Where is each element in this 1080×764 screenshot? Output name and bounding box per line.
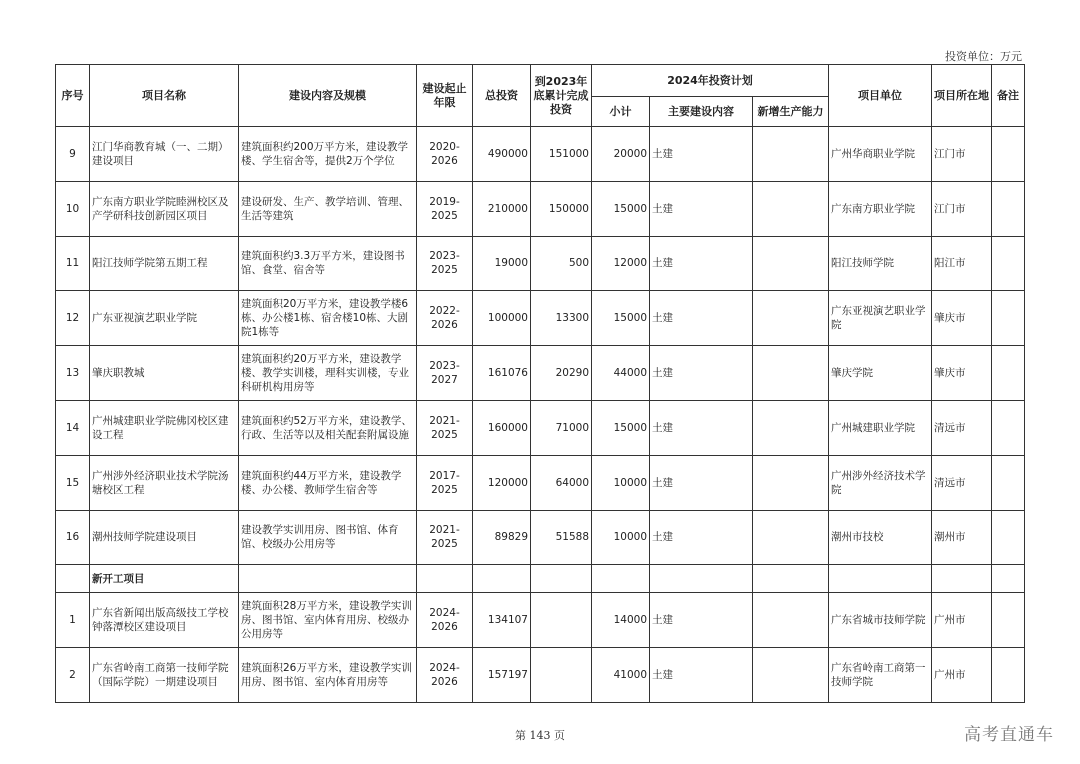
cell-remark xyxy=(992,648,1025,703)
cell-total: 120000 xyxy=(473,455,531,510)
cell-capacity xyxy=(753,346,829,401)
cell-unit: 潮州市技校 xyxy=(829,510,932,565)
cell-seq: 16 xyxy=(56,510,90,565)
cell-subtotal: 10000 xyxy=(592,455,650,510)
section-empty-cell xyxy=(592,565,650,593)
cell-period: 2017-2025 xyxy=(417,455,473,510)
cell-content: 建筑面积约200万平方米，建设教学楼、学生宿舍等，提供2万个学位 xyxy=(239,127,417,182)
cell-period: 2024-2026 xyxy=(417,593,473,648)
header-location: 项目所在地 xyxy=(932,65,992,127)
header-plan: 2024年投资计划 xyxy=(592,65,829,97)
cell-remark xyxy=(992,127,1025,182)
cell-period: 2020-2026 xyxy=(417,127,473,182)
section-empty-cell xyxy=(650,565,753,593)
cell-done: 51588 xyxy=(531,510,592,565)
section-empty-cell xyxy=(829,565,932,593)
cell-subtotal: 15000 xyxy=(592,181,650,236)
cell-remark xyxy=(992,593,1025,648)
section-empty-cell xyxy=(992,565,1025,593)
header-period: 建设起止年限 xyxy=(417,65,473,127)
cell-name: 阳江技师学院第五期工程 xyxy=(90,236,239,291)
cell-unit: 广东省岭南工商第一技师学院 xyxy=(829,648,932,703)
cell-period: 2023-2027 xyxy=(417,346,473,401)
header-capacity: 新增生产能力 xyxy=(753,97,829,127)
table-body xyxy=(56,127,1025,703)
cell-unit: 广州城建职业学院 xyxy=(829,400,932,455)
cell-remark xyxy=(992,181,1025,236)
cell-capacity xyxy=(753,236,829,291)
cell-done: 151000 xyxy=(531,127,592,182)
cell-main: 土建 xyxy=(650,455,753,510)
cell-name: 广东亚视演艺职业学院 xyxy=(90,291,239,346)
header-row-1 xyxy=(56,65,1025,97)
table-row xyxy=(56,648,1025,703)
header-content: 建设内容及规模 xyxy=(239,65,417,127)
cell-location: 广州市 xyxy=(932,648,992,703)
cell-main: 土建 xyxy=(650,510,753,565)
cell-total: 19000 xyxy=(473,236,531,291)
cell-name: 广州涉外经济职业技术学院汤塘校区工程 xyxy=(90,455,239,510)
cell-period: 2022-2026 xyxy=(417,291,473,346)
cell-done: 64000 xyxy=(531,455,592,510)
cell-main: 土建 xyxy=(650,181,753,236)
watermark: 高考直通车 xyxy=(964,725,1054,745)
cell-done xyxy=(531,648,592,703)
project-table xyxy=(55,64,1025,703)
cell-location: 阳江市 xyxy=(932,236,992,291)
cell-location: 江门市 xyxy=(932,181,992,236)
cell-total: 134107 xyxy=(473,593,531,648)
cell-name: 广东省岭南工商第一技师学院（国际学院）一期建设项目 xyxy=(90,648,239,703)
section-empty-cell xyxy=(932,565,992,593)
header-name: 项目名称 xyxy=(90,65,239,127)
cell-name: 潮州技师学院建设项目 xyxy=(90,510,239,565)
cell-unit: 阳江技师学院 xyxy=(829,236,932,291)
cell-remark xyxy=(992,455,1025,510)
cell-done: 71000 xyxy=(531,400,592,455)
cell-done: 20290 xyxy=(531,346,592,401)
cell-unit: 肇庆学院 xyxy=(829,346,932,401)
cell-location: 清远市 xyxy=(932,455,992,510)
cell-location: 广州市 xyxy=(932,593,992,648)
cell-remark xyxy=(992,236,1025,291)
section-row xyxy=(56,565,1025,593)
cell-location: 肇庆市 xyxy=(932,291,992,346)
cell-done: 13300 xyxy=(531,291,592,346)
cell-unit: 广东南方职业学院 xyxy=(829,181,932,236)
cell-remark xyxy=(992,291,1025,346)
cell-location: 潮州市 xyxy=(932,510,992,565)
cell-main: 土建 xyxy=(650,291,753,346)
cell-total: 160000 xyxy=(473,400,531,455)
cell-location: 清远市 xyxy=(932,400,992,455)
header-total: 总投资 xyxy=(473,65,531,127)
cell-location: 肇庆市 xyxy=(932,346,992,401)
cell-unit: 广州华商职业学院 xyxy=(829,127,932,182)
cell-content: 建筑面积20万平方米，建设教学楼6栋、办公楼1栋、宿舍楼10栋、大剧院1栋等 xyxy=(239,291,417,346)
section-empty-cell xyxy=(753,565,829,593)
cell-subtotal: 14000 xyxy=(592,593,650,648)
cell-capacity xyxy=(753,455,829,510)
header-subtotal: 小计 xyxy=(592,97,650,127)
cell-done xyxy=(531,593,592,648)
cell-main: 土建 xyxy=(650,127,753,182)
cell-content: 建筑面积26万平方米，建设教学实训用房、图书馆、室内体育用房等 xyxy=(239,648,417,703)
page-number: 第 143 页 xyxy=(515,729,565,742)
cell-seq: 11 xyxy=(56,236,90,291)
table-row xyxy=(56,593,1025,648)
cell-capacity xyxy=(753,400,829,455)
cell-period: 2021-2025 xyxy=(417,510,473,565)
cell-period: 2021-2025 xyxy=(417,400,473,455)
cell-unit: 广东省城市技师学院 xyxy=(829,593,932,648)
cell-content: 建筑面积约20万平方米，建设教学楼、教学实训楼，理科实训楼，专业科研机构用房等 xyxy=(239,346,417,401)
cell-name: 广东南方职业学院睦洲校区及产学研科技创新园区项目 xyxy=(90,181,239,236)
table-row xyxy=(56,127,1025,182)
cell-unit: 广东亚视演艺职业学院 xyxy=(829,291,932,346)
cell-capacity xyxy=(753,181,829,236)
investment-unit-note: 投资单位：万元 xyxy=(945,50,1022,63)
cell-subtotal: 44000 xyxy=(592,346,650,401)
cell-content: 建筑面积约3.3万平方米，建设图书馆、食堂、宿舍等 xyxy=(239,236,417,291)
cell-capacity xyxy=(753,648,829,703)
table-row xyxy=(56,236,1025,291)
cell-name: 江门华商教育城（一、二期）建设项目 xyxy=(90,127,239,182)
cell-period: 2023-2025 xyxy=(417,236,473,291)
cell-seq: 15 xyxy=(56,455,90,510)
cell-remark xyxy=(992,346,1025,401)
cell-main: 土建 xyxy=(650,593,753,648)
cell-total: 161076 xyxy=(473,346,531,401)
table-row xyxy=(56,455,1025,510)
cell-total: 89829 xyxy=(473,510,531,565)
cell-subtotal: 15000 xyxy=(592,291,650,346)
cell-name: 广东省新闻出版高级技工学校钟落潭校区建设项目 xyxy=(90,593,239,648)
cell-content: 建筑面积28万平方米，建设教学实训房、图书馆、室内体育用房、校级办公用房等 xyxy=(239,593,417,648)
cell-total: 157197 xyxy=(473,648,531,703)
cell-name: 广州城建职业学院佛冈校区建设工程 xyxy=(90,400,239,455)
cell-seq: 10 xyxy=(56,181,90,236)
cell-seq: 2 xyxy=(56,648,90,703)
cell-name: 肇庆职教城 xyxy=(90,346,239,401)
cell-remark xyxy=(992,510,1025,565)
cell-seq: 9 xyxy=(56,127,90,182)
cell-total: 210000 xyxy=(473,181,531,236)
section-empty-cell xyxy=(239,565,417,593)
cell-main: 土建 xyxy=(650,400,753,455)
section-empty-cell xyxy=(417,565,473,593)
cell-unit: 广州涉外经济技术学院 xyxy=(829,455,932,510)
cell-subtotal: 20000 xyxy=(592,127,650,182)
cell-main: 土建 xyxy=(650,346,753,401)
cell-subtotal: 41000 xyxy=(592,648,650,703)
header-unit: 项目单位 xyxy=(829,65,932,127)
cell-content: 建筑面积约52万平方米，建设教学、行政、生活等以及相关配套附属设施 xyxy=(239,400,417,455)
cell-done: 500 xyxy=(531,236,592,291)
cell-subtotal: 15000 xyxy=(592,400,650,455)
header-main: 主要建设内容 xyxy=(650,97,753,127)
cell-location: 江门市 xyxy=(932,127,992,182)
cell-seq: 13 xyxy=(56,346,90,401)
section-title: 新开工项目 xyxy=(90,565,239,593)
section-empty-cell xyxy=(56,565,90,593)
cell-capacity xyxy=(753,510,829,565)
cell-total: 490000 xyxy=(473,127,531,182)
table-row xyxy=(56,181,1025,236)
table-row xyxy=(56,400,1025,455)
table-row xyxy=(56,346,1025,401)
cell-done: 150000 xyxy=(531,181,592,236)
cell-capacity xyxy=(753,127,829,182)
cell-capacity xyxy=(753,593,829,648)
cell-period: 2019-2025 xyxy=(417,181,473,236)
cell-subtotal: 10000 xyxy=(592,510,650,565)
cell-seq: 14 xyxy=(56,400,90,455)
cell-seq: 12 xyxy=(56,291,90,346)
table-row xyxy=(56,291,1025,346)
header-done: 到2023年底累计完成投资 xyxy=(531,65,592,127)
header-seq: 序号 xyxy=(56,65,90,127)
cell-content: 建设教学实训用房、图书馆、体育馆、校级办公用房等 xyxy=(239,510,417,565)
cell-seq: 1 xyxy=(56,593,90,648)
cell-content: 建筑面积约44万平方米，建设教学楼、办公楼、教师学生宿舍等 xyxy=(239,455,417,510)
section-empty-cell xyxy=(473,565,531,593)
cell-main: 土建 xyxy=(650,236,753,291)
cell-total: 100000 xyxy=(473,291,531,346)
cell-remark xyxy=(992,400,1025,455)
section-empty-cell xyxy=(531,565,592,593)
cell-capacity xyxy=(753,291,829,346)
table-row xyxy=(56,510,1025,565)
cell-main: 土建 xyxy=(650,648,753,703)
cell-content: 建设研发、生产、教学培训、管理、生活等建筑 xyxy=(239,181,417,236)
cell-subtotal: 12000 xyxy=(592,236,650,291)
cell-period: 2024-2026 xyxy=(417,648,473,703)
header-remark: 备注 xyxy=(992,65,1025,127)
